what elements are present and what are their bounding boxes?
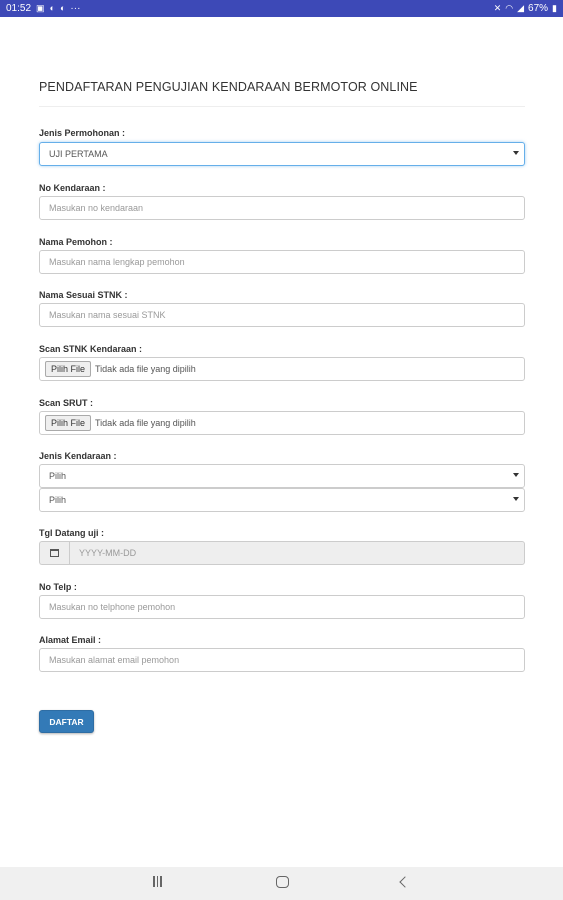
calendar-addon[interactable] xyxy=(39,541,69,565)
notification-icon-2: ◐ xyxy=(59,3,66,13)
no-telp-input[interactable] xyxy=(39,595,525,619)
daftar-button[interactable]: DAFTAR xyxy=(39,710,94,733)
no-kendaraan-label: No Kendaraan : xyxy=(39,183,106,193)
mute-icon: ✕ xyxy=(493,3,502,13)
wifi-icon: ◠ xyxy=(505,3,514,13)
scan-stnk-label: Scan STNK Kendaraan : xyxy=(39,344,143,354)
alamat-email-placeholder: Masukan alamat email pemohon xyxy=(49,655,180,665)
jenis-permohonan-value: UJI PERTAMA xyxy=(49,149,108,159)
battery-icon: ▮ xyxy=(552,3,557,13)
chevron-down-icon xyxy=(513,473,519,477)
scan-srut-file-input[interactable] xyxy=(39,411,525,435)
back-icon[interactable] xyxy=(399,876,410,887)
status-bar xyxy=(0,0,563,17)
scan-srut-choose-button[interactable]: Pilih File xyxy=(45,415,91,431)
alamat-email-label: Alamat Email : xyxy=(39,635,102,645)
tgl-datang-input[interactable] xyxy=(69,541,525,565)
status-left xyxy=(6,3,80,14)
nama-stnk-label: Nama Sesuai STNK : xyxy=(39,290,128,300)
gallery-icon: ▣ xyxy=(36,3,45,13)
status-right xyxy=(494,3,557,14)
scan-stnk-status: Tidak ada file yang dipilih xyxy=(95,364,196,374)
home-icon[interactable] xyxy=(276,876,289,888)
tgl-datang-placeholder: YYYY-MM-DD xyxy=(79,548,137,558)
nama-pemohon-placeholder: Masukan nama lengkap pemohon xyxy=(49,257,185,267)
chevron-down-icon xyxy=(513,497,519,501)
jenis-kendaraan-select-2-value: Pilih xyxy=(49,495,67,505)
navigation-bar xyxy=(0,867,563,900)
jenis-permohonan-label: Jenis Permohonan : xyxy=(39,128,126,138)
calendar-icon xyxy=(50,549,59,557)
chevron-down-icon xyxy=(513,151,519,155)
recents-icon[interactable] xyxy=(153,876,162,887)
jenis-kendaraan-select-1[interactable] xyxy=(39,464,525,488)
tgl-datang-group xyxy=(39,541,525,565)
page-title: PENDAFTARAN PENGUJIAN KENDARAAN BERMOTOR ONLINE xyxy=(39,80,418,94)
alamat-email-input[interactable] xyxy=(39,648,525,672)
notification-icon: ◐ xyxy=(49,3,55,13)
scan-srut-status: Tidak ada file yang dipilih xyxy=(95,418,196,428)
nama-pemohon-label: Nama Pemohon : xyxy=(39,237,113,247)
nama-pemohon-input[interactable] xyxy=(39,250,525,274)
tgl-datang-label: Tgl Datang uji : xyxy=(39,528,104,538)
nama-stnk-placeholder: Masukan nama sesuai STNK xyxy=(49,310,166,320)
jenis-kendaraan-label: Jenis Kendaraan : xyxy=(39,451,117,461)
scan-srut-label: Scan SRUT : xyxy=(39,398,94,408)
status-time: 01:52 xyxy=(6,3,32,14)
nama-stnk-input[interactable] xyxy=(39,303,525,327)
jenis-kendaraan-select-1-value: Pilih xyxy=(49,471,67,481)
scan-stnk-choose-button[interactable]: Pilih File xyxy=(45,361,91,377)
more-notifications-icon: ··· xyxy=(70,3,81,14)
no-kendaraan-input[interactable] xyxy=(39,196,525,220)
title-divider xyxy=(39,106,525,107)
scan-stnk-file-input[interactable] xyxy=(39,357,525,381)
signal-icon: ◢ xyxy=(517,3,525,13)
no-telp-placeholder: Masukan no telphone pemohon xyxy=(49,602,176,612)
no-telp-label: No Telp : xyxy=(39,582,77,592)
jenis-permohonan-select[interactable] xyxy=(39,142,525,166)
jenis-kendaraan-select-2[interactable] xyxy=(39,488,525,512)
no-kendaraan-placeholder: Masukan no kendaraan xyxy=(49,203,144,213)
battery-level: 67% xyxy=(528,3,549,14)
